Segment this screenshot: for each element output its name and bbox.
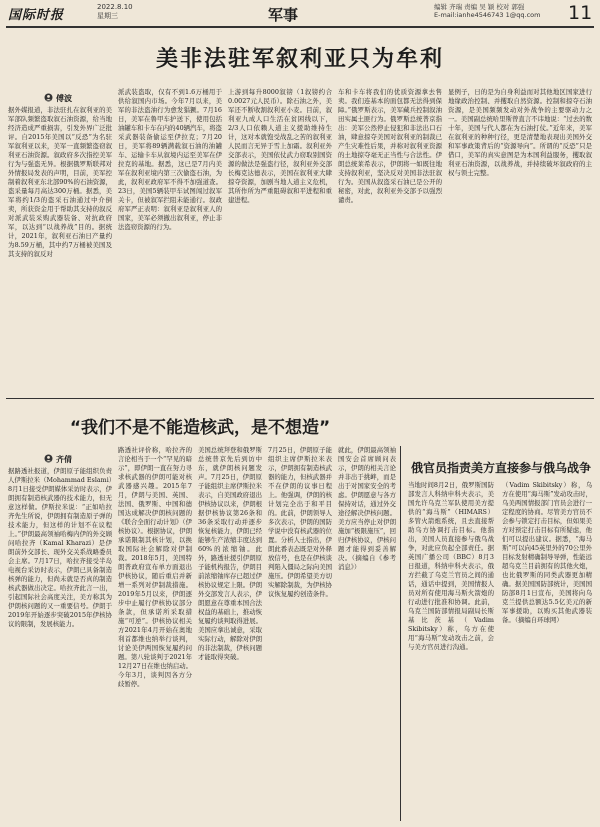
column-divider <box>400 446 401 821</box>
issue-date-block <box>97 3 133 21</box>
editor-info <box>434 3 540 19</box>
article3-col-1: 当地时间8月2日，俄罗斯国防部发言人科纳申科夫表示，美国允许乌克兰军队使用美方提供的“海马斯”（HIMARS）多管火箭炮系统，且去直接帮助乌方协调打击目标。他指出，美国人员直接参与俄乌战争，对此应负起全部责任。据英国广播公司（BBC）8月3日报道，科纳申科夫表示，俄方拦截了乌克兰官员之间的通话，通话中提到，美国情报人员对所有使用海马斯火箭炮的行动进行批准和协调。此前，乌克兰国防部情报局副局长斯基比茨基（Vadim Skibitsky）称，乌方在使用“海马斯”发动攻击之前，会与美方官员进行沟通。 <box>408 481 494 651</box>
masthead-logo: 国际时报 <box>8 8 65 23</box>
issue-weekday: 星期三 <box>97 12 118 20</box>
article1-col-4: 车和卡车将我们的优质资源拿去售卖。我们连基本的面包都无法得到保障。”俄罗斯表示，美军藏兵控制叙油田实属土匪行为。俄罗斯总统普京指出：美军公然停止侵犯和非法出口石油，肆意掠夺美国对叙利亚的制裁已产生灾难性后果，并称对叙利亚资源的土地掠夺毫无正当性与合法性。伊朗总统莱希表示，伊朗将一如既往地支持叙利亚，坚决反对美国非法驻叙行为。美国从叙盗采石油已是公开的秘密，对此，叙利亚外交部予以强烈谴责。 <box>338 88 442 204</box>
article1-author: 傅波 <box>56 94 72 103</box>
article3-headline: 俄官员指责美方直接参与俄乌战争 <box>410 461 591 475</box>
masthead <box>0 0 600 26</box>
header-rule <box>6 26 594 28</box>
article1-headline: 美非法驻军叙利亚只为牟利 <box>155 47 444 72</box>
article2-col-1: 据路透社报道，伊朗原子能组织负责人伊斯拉米（Mohammad Eslami）8月1日接受伊朗媒体采访时表示，伊朗拥有制造核武器的技术能力，但无意这样做。伊斯拉米说：“正如哈拉齐先生所说，伊朗拥有制造原子弹的技术能力，但这样的计划不在议程上。”伊朗最高领袖哈梅内伊的外交顾问哈拉齐（Kamal Kharazi）是伊朗前外交部长、现外交关系战略委员会主席。7月17日，哈拉齐接受半岛电视台采访时表示，伊朗已具备制造核弹的能力，但尚未就是否真的制造核武器做出决定。哈拉齐此言一出，引起国际社会高度关注，美方称其为伊朗核问题的又一重要信号。伊朗于2019年开始逐步突破2015年伊核协议的限制，发展核能力。 <box>8 467 112 628</box>
article2-author: 齐倩 <box>56 455 72 464</box>
article2-col-5: 就此，伊朗最高领袖国安会首席顾问表示，伊朗的相关言论并非出于挑衅，而是出于对国家安全的考虑。伊朗愿意与各方保持对话，通过外交途径解决伊核问题。美方应当停止对伊朗施加“极限施压”，回归伊核协议，伊核问题才能得到妥善解决。（摘编自《参考消息》） <box>338 446 396 571</box>
article1-byline <box>44 93 72 104</box>
article1-col-5: 显例子，日的是为自身利益而对其他地区国家进行地缘政治控制、并攫取自然资源。控制和掠夺石油资源，是美国频频发动对外战争的主要驱动力之一。美国副总统哈里斯曾直言不讳地说：“过去的数十年，美国与代人都在为石油打仗。”近年来，美军在叙利亚的种种行径，更是清楚地表现出美国外交和军事政策背后的“资源导向”。所谓的“反恐”只是借口，美军的真实意图是为本国利益服务，攫取叙利亚石油资源，以战养战，并持续破坏叙政府的主权与领土完整。 <box>448 88 592 177</box>
article1-col-2: 派武装盗取，仅有不到1.6万桶用于供给叙国内市场。今年7月以来，美军的非法盗油行为愈发猖獗。7月16日，美军在鲁甲车护送下，使用包括油罐车和卡车在内的40辆汽车，将盗采武器装备偷运至伊拉克；7月20日，美军将89辆满载叙石油的油罐车、运输卡车从叙境内运至美军在伊拉克的基地。据悉，这已是7月内美军在叙利亚境内第三次偷盗石油，为此，叙利亚政府军不得不加强道查。23日，美国5辆装甲车试图闯过叙军关卡，但被叙军拦阻未能通行。叙政府军严正表明：叙利亚是叙利亚人的国家，美军必须撤出叙利亚，停止非法盗窃资源的行为。 <box>118 88 222 231</box>
page-number: 11 <box>568 2 593 24</box>
author-icon <box>44 454 53 463</box>
editor-email: E-mail:ianhe4546743 1@qq.com <box>434 11 541 19</box>
article2-byline <box>44 454 72 465</box>
issue-date: 2022.8.10 <box>97 3 133 11</box>
editor-credits: 编辑 齐瑞 责编 吴 颖 校对 郭强 <box>434 3 525 11</box>
article1-col-3: 上游到每升8000叙镑（1叙镑约合0.0027元人民币）。除石油之外，美军还不断收割叙利亚小麦。目前，叙利亚九成人口生活在贫困线以下，2/3人口依赖人道主义援助维持生计，这对本就饱受战乱之苦的叙利亚人民而言无异于雪上加霜。叙利亚外交部表示，美国依仗武力窃取别国资源的做法是强盗行径，叙利亚外交部长梅克达德表示，美国在叙利亚大肆掠夺资源，加剧当地人道主义危机，其所作所为严重阻碍叙和平进程和重建进程。 <box>228 88 332 204</box>
article1-col-1: 据外媒报道，非法驻扎在叙利亚的美军部队频繁盗取叙石油资源，给当地经济造成严重损害，引发外界广泛批评。自2015年美国以“反恐”为名驻军叙利亚以来，美军一直频繁盗窃叙利亚石油资源。叙政府多次指控美军行为与强盗无异。根据俄罗斯联邦对外情报局发表的声明，目前，美军控制着叙利亚东北部90%的石油资源，盗采量每月高达300万桶。据悉，美军将约1/3的盗采石油通过中介倒卖，所获资金用于帮助其支持的叙反对派武装采购武器装备、对抗政府军，以达到“以战养战”目的。据统计，2021年，叙利亚石油日产量约为8.59万桶，其中约7万桶被美国及其支持的叙反对 <box>8 106 112 258</box>
article3-col-2: （Vadim Skibitsky）称，乌方在使用“海马斯”发动攻击时，乌美两国情报部门官员会进行一定程度的协商。尽管美方官员不会参与锁定打击目标，但如果美方对预定打击目标有所疑虑，他们可以提出建议。据悉，“海马斯”可以向45英里外的70公里外目标发射精确制导导弹，性能远超乌克兰目前拥有的其他火炮，也比俄罗斯的同类武器更加精确。据美国国防部统计，美国国防部8月1日宣布，美国将向乌克兰提供总额达5.5亿美元的新军事援助，以购买其他武器装备。（摘编自环球网） <box>502 481 592 624</box>
article1-bottom-rule <box>6 398 594 399</box>
article2-col-4: 7月25日，伊朗原子能组织主席伊斯拉米表示，伊朗拥有制造核武器的能力，但核武器并不在伊朗的议事日程上。他强调，伊朗的核计划完全出于和平目的。此前，伊朗领导人多次表示，伊朗的国防学说中没有核武器的位置。分析人士指出，伊朗此番表态既是对外释放信号，也是在伊核谈判陷入僵局之际向美国施压。伊朗希望美方切实解除制裁，为伊核协议恢复履约创造条件。 <box>268 446 332 598</box>
article2-headline: “我们不是不能造核武，是不想造” <box>69 418 331 438</box>
article2-col-2: 路透社评价称，哈拉齐的言论相当于一个“罕见的暗示”，即伊朗一直在努力寻求核武器的伊朗可能对核武器感兴趣。2015年7月，伊朗与美国、英国、法国、俄罗斯、中国和德国达成解决伊朗核问题的《联合全面行动计划》（伊核协议）。根据协议，伊朗承诺限制其核计划，以换取国际社会解除对伊制裁。2018年5月，美国特朗普政府宣布单方面退出伊核协议，随后重启并新增一系列对伊制裁措施。2019年5月以来，伊朗逐步中止履行伊核协议部分条款，但承诺所采取措施“可逆”。伊核协议相关方2021年4月开始在奥地利首都维也纳举行谈判，讨论美伊两国恢复履约问题。第八轮谈判于2021年12月27日在维也纳启动。今年3月，谈判因各方分歧暂停。 <box>118 446 192 688</box>
article2-col-3: 美国总统拜登和俄罗斯总统普京先后到访中东，就伊朗核问题发声。7月25日，伊朗原子能组织主席伊斯拉米表示，自美国政府退出伊核协议以来，伊朗根据伊核协议第26条和36条采取行动并逐步恢复核能力，伊朗已经能够生产浓缩丰度达到60%的浓缩铀。此外，路透社援引伊朗原子能机构报告，伊朗目前浓缩铀库存已超过伊核协议规定上限。伊朗外交部发言人表示，伊朗愿意在尊重本国合法权益的基础上，推动恢复履约谈判取得进展。美国应拿出诚意，采取实际行动，解除对伊朗的非法制裁，伊核问题才能取得突破。 <box>198 446 262 661</box>
section-title: 军事 <box>267 6 298 24</box>
author-icon <box>44 93 53 102</box>
